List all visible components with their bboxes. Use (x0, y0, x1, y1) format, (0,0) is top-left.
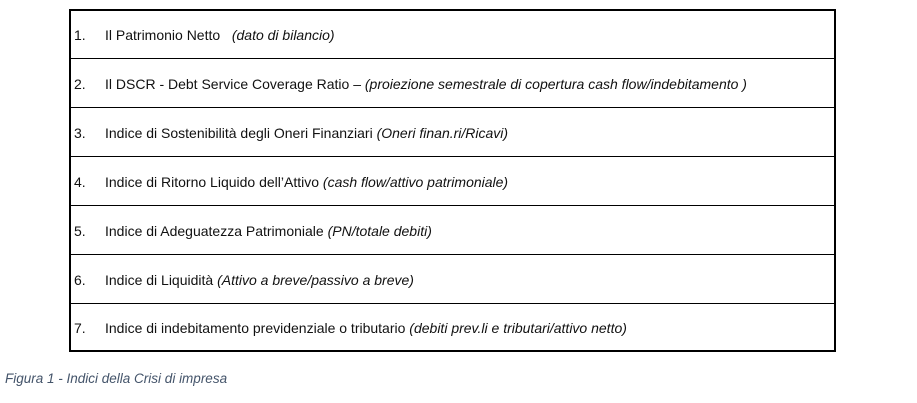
index-note: (proiezione semestrale di copertura cash flow/indebitamento ) (364, 76, 747, 92)
row-label (105, 272, 414, 288)
row-divider (71, 254, 834, 255)
index-note: (dato di bilancio) (231, 27, 335, 43)
indices-table (69, 9, 836, 352)
row-divider (71, 156, 834, 157)
row-number: 5. (74, 223, 86, 239)
row-label (105, 125, 508, 141)
row-number: 4. (74, 174, 86, 190)
row-divider (71, 58, 834, 59)
index-name: Indice di Ritorno Liquido dell’Attivo (105, 174, 320, 190)
row-label (105, 76, 747, 92)
index-name: Indice di Liquidità (105, 272, 214, 288)
row-label (105, 174, 508, 190)
index-note: (Attivo a breve/passivo a breve) (217, 272, 414, 288)
index-name: Indice di Adeguatezza Patrimoniale (105, 223, 324, 239)
row-number: 3. (74, 125, 86, 141)
table-row (71, 60, 834, 108)
row-divider (71, 205, 834, 206)
table-row (71, 109, 834, 157)
table-row (71, 11, 834, 59)
index-note: (Oneri finan.ri/Ricavi) (376, 125, 509, 141)
table-row (71, 256, 834, 304)
row-number: 2. (74, 76, 86, 92)
index-name: Il Patrimonio Netto (105, 27, 221, 43)
table-row (71, 207, 834, 255)
figure-caption: Figura 1 - Indici della Crisi di impresa (5, 371, 228, 386)
row-label (105, 223, 432, 239)
index-name: Il DSCR - Debt Service Coverage Ratio – (105, 76, 361, 92)
index-note: (debiti prev.li e tributari/attivo netto) (409, 320, 627, 336)
row-label (105, 27, 335, 43)
index-name: Indice di Sostenibilità degli Oneri Finanziari (105, 125, 373, 141)
row-divider (71, 107, 834, 108)
table-row (71, 158, 834, 206)
table-row (71, 304, 834, 352)
row-number: 7. (74, 320, 86, 336)
row-number: 1. (74, 27, 86, 43)
index-note: (PN/totale debiti) (327, 223, 432, 239)
row-label (105, 320, 627, 336)
index-note: (cash flow/attivo patrimoniale) (322, 174, 509, 190)
index-name: Indice di indebitamento previdenziale o tributario (105, 320, 406, 336)
row-number: 6. (74, 272, 86, 288)
